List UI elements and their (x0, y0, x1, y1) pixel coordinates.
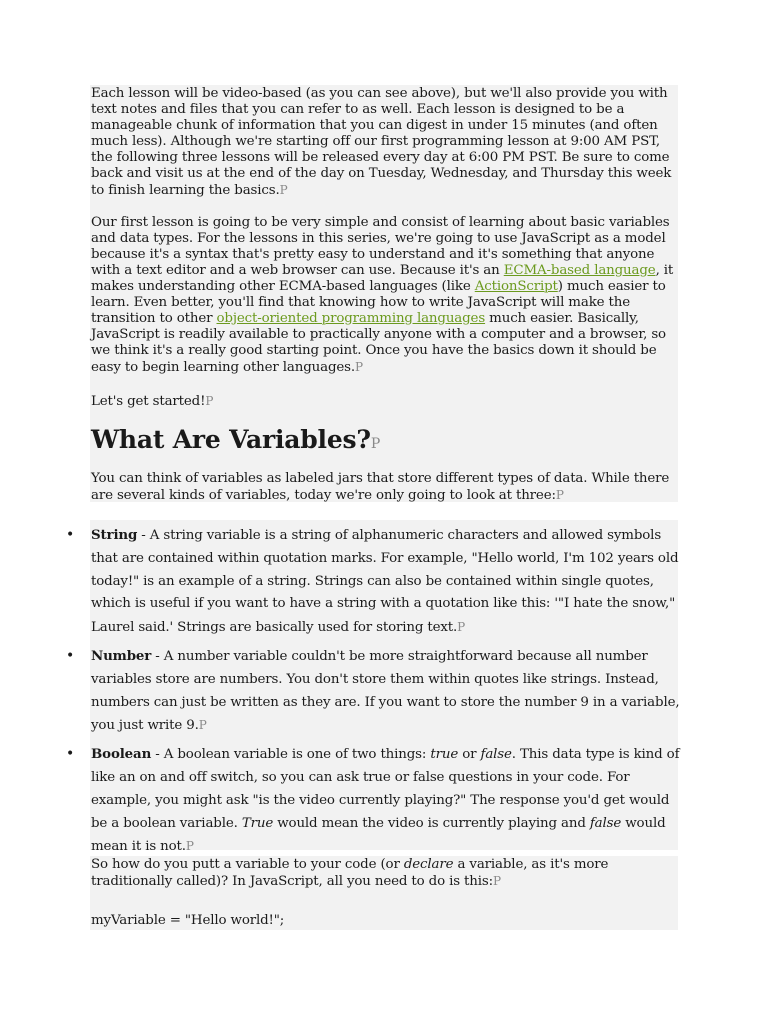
pilcrow-mark: P (492, 874, 501, 888)
list-item-number: • Number - A number variable couldn't be more straightforward because all number variables store are numbers. You don't store them within quotes like strings. Instead, numbers can just be written as they are. If you want to store the number 9 in a variable, you just write 9.P (0, 645, 683, 738)
bullet-icon: • (66, 527, 75, 543)
intro-paragraph: Each lesson will be video-based (as you can see above), but we'll also provide you with text notes and files that you can refer to as well. Each lesson is designed to be a manageable chunk of information that you can digest in under 15 minutes (and often much less). Although we're starting off our first programming lesson at 9:00 AM PST, the following three lessons will be released every day at 6:00 PM PST. Be sure to come back and visit us at the end of the day on Tuesday, Wednesday, and Thursday this week to finish learning the basics.P (91, 86, 672, 198)
pilcrow-mark: P (205, 394, 214, 408)
term-boolean: Boolean (91, 746, 152, 763)
pilcrow-mark: P (354, 360, 363, 374)
list-item-boolean: • Boolean - A boolean variable is one of two things: true or false. This data type is kind of like an on and off switch, so you can ask true or false questions in your code. For example, you might ask "is the video currently playing?" The response you'd get would be a boolean variable. True would mean the video is currently playing and false would mean it is not.P (0, 743, 683, 859)
ecma-language-link[interactable]: ECMA-based language (503, 263, 656, 278)
lets-start-paragraph: Let's get started!P (91, 394, 214, 409)
pilcrow-mark: P (185, 839, 194, 854)
bullet-icon: • (66, 746, 75, 763)
pilcrow-mark: P (555, 488, 564, 502)
term-string: String (91, 527, 138, 543)
variable-types-list (0, 524, 768, 859)
bullet-icon: • (66, 647, 75, 664)
oop-languages-link[interactable]: object-oriented programming languages (216, 311, 486, 326)
actionscript-link[interactable]: ActionScript (474, 279, 558, 294)
jars-paragraph: You can think of variables as labeled jars that store different types of data. While there are several kinds of variables, today we're only going to look at three:P (91, 471, 670, 503)
pilcrow-mark: P (457, 620, 466, 635)
declare-paragraph: So how do you putt a variable to your code (or declare a variable, as it's more traditionally called)? In JavaScript, all you need to do is this:P (91, 857, 609, 889)
pilcrow-mark: P (198, 718, 207, 733)
list-item-string: • String - A string variable is a string of alphanumeric characters and allowed symbols that are contained within quotation marks. For example, "Hello world, I'm 102 years old today!" is an example of a string. Strings can also be contained within single quotes, which is useful if you want to have a string with a quotation like this: '"I hate the snow," Laurel said.' Strings are basically used for storing text.P (0, 524, 683, 640)
first-lesson-paragraph: Our first lesson is going to be very simple and consist of learning about basic variables and data types. For the lessons in this series, we're going to use JavaScript as a model because it's a syntax that's pretty easy to understand and it's something that anyone with a text editor and a web browser can use. Because it's an ECMA-based language, it makes understanding other ECMA-based languages (like ActionScript) much easier to learn. Even better, you'll find that knowing how to write JavaScript will make the transition to other object-oriented programming languages much easier. Basically, JavaScript is readily available to practically anyone with a computer and a browser, so we think it's a really good starting point. Once you have the basics down it should be easy to begin learning other languages.P (91, 215, 674, 375)
pilcrow-mark: P (370, 436, 381, 452)
section-heading: What Are Variables?P (91, 425, 381, 454)
term-number: Number (91, 647, 152, 664)
pilcrow-mark: P (279, 183, 288, 197)
code-example: myVariable = "Hello world!"; (91, 913, 285, 928)
